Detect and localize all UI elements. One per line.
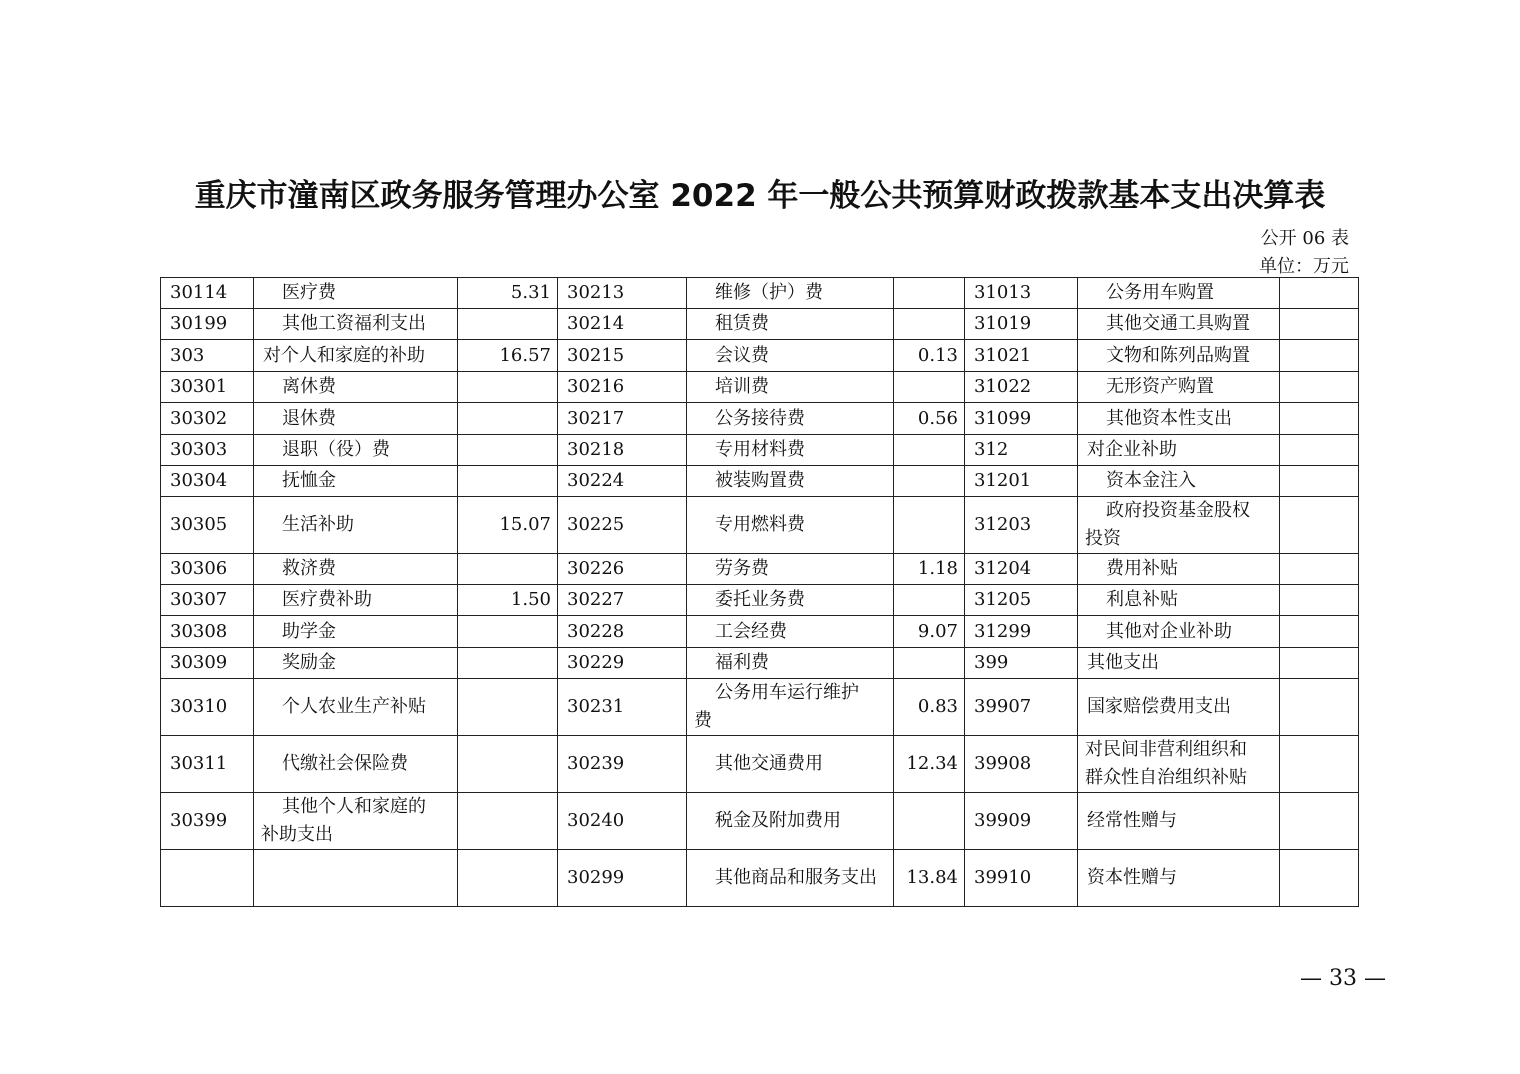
account-name-cell xyxy=(687,466,894,497)
amount-cell xyxy=(458,616,558,648)
account-code-cell: 30225 xyxy=(558,497,687,554)
account-name-text: 工会经费 xyxy=(715,620,787,642)
account-name-text: 租赁费 xyxy=(715,313,769,334)
amount-cell xyxy=(458,435,558,466)
account-code-cell: 31019 xyxy=(965,309,1078,340)
account-name-text: 公务用车购置 xyxy=(1106,282,1214,303)
amount-cell xyxy=(894,309,965,340)
account-name-cell xyxy=(1078,648,1280,679)
account-code-cell: 30308 xyxy=(161,616,254,648)
account-code-cell: 30228 xyxy=(558,616,687,648)
amount-cell xyxy=(894,435,965,466)
account-name-cell xyxy=(687,309,894,340)
amount-cell xyxy=(1280,372,1359,403)
account-code-cell: 30226 xyxy=(558,554,687,585)
account-code-cell: 30214 xyxy=(558,309,687,340)
table-row xyxy=(161,497,1359,554)
account-name-text: 培训费 xyxy=(715,376,769,397)
table-row xyxy=(161,616,1359,648)
account-name-text: 对民间非营利组织和群众性自治组织补贴 xyxy=(1085,739,1247,788)
account-name-text: 医疗费补助 xyxy=(282,589,372,610)
account-name-text: 离休费 xyxy=(282,376,336,397)
account-name-text: 文物和陈列品购置 xyxy=(1106,344,1250,366)
account-code-cell: 30301 xyxy=(161,372,254,403)
account-name-cell xyxy=(687,497,894,554)
amount-cell xyxy=(894,278,965,309)
account-name-text: 个人农业生产补贴 xyxy=(282,696,426,717)
amount-cell: 12.34 xyxy=(894,736,965,793)
amount-cell xyxy=(458,403,558,435)
amount-cell: 13.84 xyxy=(894,850,965,907)
amount-cell xyxy=(1280,278,1359,309)
account-name-text: 其他工资福利支出 xyxy=(282,313,426,334)
account-name-text: 其他交通工具购置 xyxy=(1106,313,1250,334)
account-name-cell xyxy=(687,435,894,466)
account-name-text: 退职（役）费 xyxy=(282,439,390,460)
account-code-cell: 30199 xyxy=(161,309,254,340)
amount-cell xyxy=(458,736,558,793)
account-name-text: 对个人和家庭的补助 xyxy=(263,344,425,366)
table-row xyxy=(161,679,1359,736)
account-name-cell xyxy=(1078,435,1280,466)
account-code-cell: 30304 xyxy=(161,466,254,497)
amount-cell xyxy=(458,309,558,340)
account-code-cell: 30311 xyxy=(161,736,254,793)
account-name-cell xyxy=(687,585,894,616)
table-code: 公开 06 表 xyxy=(1260,228,1349,249)
account-name-cell xyxy=(254,554,458,585)
amount-cell xyxy=(894,648,965,679)
account-name-text: 退休费 xyxy=(282,407,336,429)
account-code-cell: 39907 xyxy=(965,679,1078,736)
amount-cell xyxy=(894,793,965,850)
account-code-cell xyxy=(161,850,254,907)
page-number: — 33 — xyxy=(1300,966,1386,991)
account-code-cell: 30306 xyxy=(161,554,254,585)
account-name-cell xyxy=(254,648,458,679)
account-code-cell: 30229 xyxy=(558,648,687,679)
amount-cell xyxy=(458,648,558,679)
table-row xyxy=(161,278,1359,309)
amount-cell: 15.07 xyxy=(458,497,558,554)
account-name-cell xyxy=(1078,309,1280,340)
table-row xyxy=(161,585,1359,616)
account-name-text: 会议费 xyxy=(715,344,769,366)
account-name-cell xyxy=(1078,497,1280,554)
account-name-text: 无形资产购置 xyxy=(1106,376,1214,397)
account-code-cell: 30302 xyxy=(161,403,254,435)
account-name-cell xyxy=(1078,403,1280,435)
account-name-cell xyxy=(254,679,458,736)
account-name-text: 政府投资基金股权投资 xyxy=(1085,500,1250,549)
account-code-cell: 31205 xyxy=(965,585,1078,616)
amount-cell xyxy=(1280,309,1359,340)
amount-cell xyxy=(1280,340,1359,372)
account-name-text: 公务用车运行维护费 xyxy=(694,682,859,731)
account-name-cell xyxy=(254,466,458,497)
account-code-cell: 30399 xyxy=(161,793,254,850)
table-row xyxy=(161,554,1359,585)
amount-cell: 1.50 xyxy=(458,585,558,616)
account-code-cell: 312 xyxy=(965,435,1078,466)
account-code-cell: 39910 xyxy=(965,850,1078,907)
table-row xyxy=(161,309,1359,340)
account-code-cell: 30231 xyxy=(558,679,687,736)
account-name-cell xyxy=(687,736,894,793)
account-name-cell xyxy=(254,850,458,907)
account-name-cell xyxy=(1078,679,1280,736)
account-name-cell xyxy=(254,403,458,435)
account-name-cell xyxy=(687,372,894,403)
amount-cell xyxy=(1280,850,1359,907)
account-name-cell xyxy=(1078,850,1280,907)
amount-cell xyxy=(1280,616,1359,648)
amount-cell xyxy=(458,372,558,403)
table-row xyxy=(161,340,1359,372)
account-name-cell xyxy=(254,372,458,403)
account-code-cell: 30307 xyxy=(161,585,254,616)
account-name-cell xyxy=(1078,278,1280,309)
table-body xyxy=(161,278,1359,907)
amount-cell xyxy=(894,585,965,616)
account-name-text: 资本金注入 xyxy=(1106,470,1196,491)
account-name-cell xyxy=(254,616,458,648)
account-name-text: 维修（护）费 xyxy=(715,282,823,303)
account-name-cell xyxy=(254,340,458,372)
account-name-text: 对企业补助 xyxy=(1087,439,1177,460)
amount-cell xyxy=(1280,497,1359,554)
account-code-cell: 399 xyxy=(965,648,1078,679)
table-row xyxy=(161,466,1359,497)
account-name-cell xyxy=(687,850,894,907)
account-code-cell: 30227 xyxy=(558,585,687,616)
account-name-text: 委托业务费 xyxy=(715,589,805,610)
account-name-text: 国家赔偿费用支出 xyxy=(1087,696,1231,717)
account-name-cell xyxy=(687,616,894,648)
account-name-text: 奖励金 xyxy=(282,652,336,673)
amount-cell: 0.56 xyxy=(894,403,965,435)
account-code-cell: 30239 xyxy=(558,736,687,793)
amount-cell xyxy=(458,466,558,497)
amount-cell xyxy=(1280,435,1359,466)
page-title: 重庆市潼南区政务服务管理办公室 2022 年一般公共预算财政拨款基本支出决算表 xyxy=(194,178,1326,214)
account-code-cell: 30305 xyxy=(161,497,254,554)
account-name-cell xyxy=(687,554,894,585)
account-code-cell: 31299 xyxy=(965,616,1078,648)
account-code-cell: 31022 xyxy=(965,372,1078,403)
amount-cell xyxy=(458,793,558,850)
table-row xyxy=(161,372,1359,403)
table-row xyxy=(161,648,1359,679)
account-name-text: 利息补贴 xyxy=(1106,589,1178,610)
account-code-cell: 39908 xyxy=(965,736,1078,793)
account-code-cell: 31204 xyxy=(965,554,1078,585)
account-name-text: 费用补贴 xyxy=(1106,558,1178,579)
table-row xyxy=(161,435,1359,466)
amount-cell xyxy=(1280,585,1359,616)
account-name-cell xyxy=(687,648,894,679)
table-row xyxy=(161,850,1359,907)
account-name-cell xyxy=(687,340,894,372)
amount-cell xyxy=(1280,554,1359,585)
account-name-text: 其他商品和服务支出 xyxy=(715,867,877,888)
account-name-text: 生活补助 xyxy=(282,514,354,535)
account-code-cell: 30299 xyxy=(558,850,687,907)
amount-cell xyxy=(1280,793,1359,850)
account-name-cell xyxy=(1078,585,1280,616)
amount-cell xyxy=(1280,403,1359,435)
unit-label: 单位：万元 xyxy=(1259,256,1349,277)
amount-cell: 0.13 xyxy=(894,340,965,372)
amount-cell: 16.57 xyxy=(458,340,558,372)
account-name-text: 代缴社会保险费 xyxy=(282,753,408,774)
account-name-cell xyxy=(254,793,458,850)
amount-cell xyxy=(458,850,558,907)
account-code-cell: 30309 xyxy=(161,648,254,679)
amount-cell: 0.83 xyxy=(894,679,965,736)
account-code-cell: 30310 xyxy=(161,679,254,736)
account-name-cell xyxy=(687,793,894,850)
account-name-cell xyxy=(254,278,458,309)
account-name-text: 其他个人和家庭的补助支出 xyxy=(261,796,426,845)
account-code-cell: 30303 xyxy=(161,435,254,466)
account-name-cell xyxy=(687,679,894,736)
account-name-text: 专用燃料费 xyxy=(715,514,805,535)
account-code-cell: 30215 xyxy=(558,340,687,372)
account-code-cell: 31013 xyxy=(965,278,1078,309)
account-code-cell: 31203 xyxy=(965,497,1078,554)
amount-cell xyxy=(894,372,965,403)
amount-cell xyxy=(1280,466,1359,497)
account-name-cell xyxy=(254,497,458,554)
amount-cell xyxy=(458,554,558,585)
account-name-text: 抚恤金 xyxy=(282,470,336,491)
account-name-cell xyxy=(254,736,458,793)
account-code-cell: 30217 xyxy=(558,403,687,435)
account-name-cell xyxy=(1078,554,1280,585)
account-name-cell xyxy=(1078,616,1280,648)
account-code-cell: 30213 xyxy=(558,278,687,309)
amount-cell xyxy=(894,497,965,554)
account-code-cell: 39909 xyxy=(965,793,1078,850)
table-row xyxy=(161,736,1359,793)
account-code-cell: 31201 xyxy=(965,466,1078,497)
account-name-text: 其他对企业补助 xyxy=(1106,620,1232,642)
account-name-text: 其他支出 xyxy=(1087,652,1159,673)
amount-cell xyxy=(1280,679,1359,736)
table-row xyxy=(161,793,1359,850)
account-code-cell: 30114 xyxy=(161,278,254,309)
account-name-cell xyxy=(254,309,458,340)
amount-cell xyxy=(1280,736,1359,793)
account-code-cell: 30218 xyxy=(558,435,687,466)
account-name-text: 助学金 xyxy=(282,620,336,642)
amount-cell: 9.07 xyxy=(894,616,965,648)
account-name-cell xyxy=(1078,793,1280,850)
account-name-text: 医疗费 xyxy=(282,282,336,303)
account-name-cell xyxy=(1078,340,1280,372)
account-name-text: 资本性赠与 xyxy=(1087,867,1177,888)
expenditure-table xyxy=(160,277,1359,907)
account-name-text: 其他交通费用 xyxy=(715,753,823,774)
account-name-text: 公务接待费 xyxy=(715,407,805,429)
account-name-cell xyxy=(1078,736,1280,793)
account-name-text: 福利费 xyxy=(715,652,769,673)
amount-cell: 1.18 xyxy=(894,554,965,585)
account-name-text: 经常性赠与 xyxy=(1087,810,1177,831)
account-name-cell xyxy=(687,278,894,309)
account-name-text: 税金及附加费用 xyxy=(715,810,841,831)
amount-cell xyxy=(894,466,965,497)
amount-cell xyxy=(1280,648,1359,679)
account-name-text: 劳务费 xyxy=(715,558,769,579)
account-code-cell: 30224 xyxy=(558,466,687,497)
account-name-cell xyxy=(254,585,458,616)
account-name-text: 专用材料费 xyxy=(715,439,805,460)
account-code-cell: 30216 xyxy=(558,372,687,403)
account-name-text: 其他资本性支出 xyxy=(1106,407,1232,429)
account-name-cell xyxy=(1078,466,1280,497)
account-name-cell xyxy=(1078,372,1280,403)
amount-cell xyxy=(458,679,558,736)
account-name-cell xyxy=(687,403,894,435)
account-name-cell xyxy=(254,435,458,466)
account-code-cell: 31099 xyxy=(965,403,1078,435)
account-name-text: 被装购置费 xyxy=(715,470,805,491)
account-name-text: 救济费 xyxy=(282,558,336,579)
table-row xyxy=(161,403,1359,435)
amount-cell: 5.31 xyxy=(458,278,558,309)
account-code-cell: 30240 xyxy=(558,793,687,850)
account-code-cell: 31021 xyxy=(965,340,1078,372)
account-code-cell: 303 xyxy=(161,340,254,372)
